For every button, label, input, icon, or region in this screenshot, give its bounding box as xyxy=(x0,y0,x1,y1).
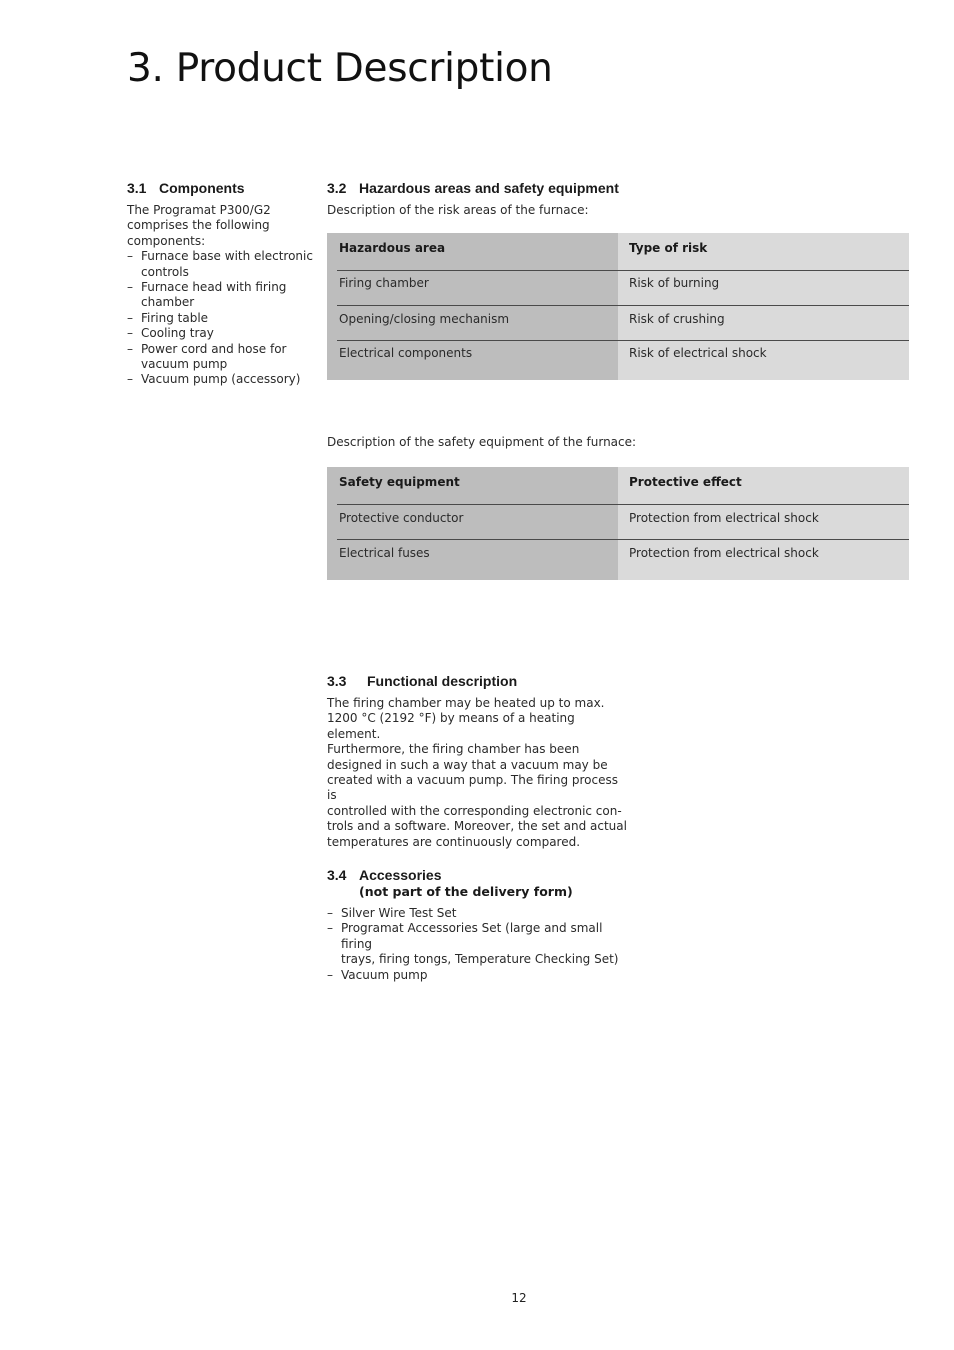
text-line: components: xyxy=(127,233,206,248)
cell-text: Electrical components xyxy=(339,346,473,360)
table-row xyxy=(327,340,909,380)
table-header-cell xyxy=(618,233,909,270)
section-heading xyxy=(327,179,909,197)
text-line: trols and a software. Moreover, the set and actual xyxy=(327,819,627,834)
text-line: The firing chamber may be heated up to max. xyxy=(327,696,605,710)
text-line: temperatures are continuously compared. xyxy=(327,834,581,849)
cell-text: Risk of crushing xyxy=(629,312,725,326)
safety-intro: Description of the safety equipment of the furnace: xyxy=(327,435,637,449)
cell-text: Hazardous area xyxy=(339,241,446,255)
cell-text: Firing chamber xyxy=(339,276,429,290)
section-components xyxy=(127,179,317,388)
text-line: vacuum pump xyxy=(141,357,228,372)
text-line: – Firing table xyxy=(141,310,209,325)
section-title: Functional description xyxy=(367,673,518,689)
text-line: controlled with the corresponding electronic con- xyxy=(327,803,622,818)
components-list xyxy=(127,249,317,388)
cell-text: Risk of electrical shock xyxy=(629,346,767,360)
text-line: comprises the following xyxy=(127,218,270,233)
text-line: – Vacuum pump (accessory) xyxy=(141,372,301,387)
functional-description-text xyxy=(327,696,627,850)
table-cell xyxy=(618,340,909,380)
table-row xyxy=(327,539,909,580)
table-cell xyxy=(327,305,618,340)
text-line: designed in such a way that a vacuum may be xyxy=(327,757,608,772)
section-accessories xyxy=(327,866,627,983)
cell-text: Safety equipment xyxy=(339,475,460,489)
section-hazardous-areas xyxy=(327,179,909,218)
table-cell xyxy=(327,340,618,380)
table-header-cell xyxy=(327,467,618,504)
text-line: created with a vacuum pump. The firing process is xyxy=(327,773,618,803)
risk-table xyxy=(327,233,909,380)
text-line: Furthermore, the firing chamber has been xyxy=(327,742,580,757)
page-number: 12 xyxy=(511,1291,527,1305)
table-cell xyxy=(327,504,618,539)
text-line: – Furnace base with electronic xyxy=(141,249,313,264)
list-item xyxy=(127,280,317,311)
table-row xyxy=(327,270,909,305)
text-line: trays, firing tongs, Temperature Checking Set) xyxy=(341,952,619,967)
cell-text: Electrical fuses xyxy=(339,546,430,560)
cell-text: Protective conductor xyxy=(339,511,464,525)
section-subtitle: (not part of the delivery form) xyxy=(359,884,573,899)
table-cell xyxy=(618,305,909,340)
text-line: controls xyxy=(141,264,189,279)
table-header-row xyxy=(327,233,909,270)
table-header-row xyxy=(327,467,909,504)
list-item xyxy=(327,968,627,983)
text-line: The Programat P300/G2 xyxy=(127,203,271,217)
table-row xyxy=(327,305,909,340)
cell-text: Protection from electrical shock xyxy=(629,511,819,525)
section-functional-description xyxy=(327,672,627,850)
section-title: Components xyxy=(159,180,245,196)
text-line: chamber xyxy=(141,295,195,310)
table-header-cell xyxy=(327,233,618,270)
section-heading xyxy=(327,672,627,690)
section-heading xyxy=(327,866,627,884)
text-line: – Cooling tray xyxy=(141,326,214,341)
cell-text: Protection from electrical shock xyxy=(629,546,819,560)
list-item xyxy=(327,921,627,967)
text-line: – Silver Wire Test Set xyxy=(341,906,457,920)
table-cell xyxy=(618,539,909,580)
section-title: Hazardous areas and safety equipment xyxy=(359,180,619,196)
section-number: 3.4 xyxy=(327,867,347,883)
section-number: 3.3 xyxy=(327,673,347,689)
section-heading xyxy=(127,179,317,197)
text-line: – Programat Accessories Set (large and small firing xyxy=(341,921,603,951)
cell-text: Type of risk xyxy=(629,241,708,255)
risk-intro: Description of the risk areas of the furnace: xyxy=(327,203,589,217)
table-cell xyxy=(327,539,618,580)
list-item xyxy=(127,249,317,280)
text-line: – Vacuum pump xyxy=(341,967,428,982)
table-cell xyxy=(618,504,909,539)
list-item xyxy=(127,311,317,326)
text-line: – Power cord and hose for xyxy=(141,341,287,356)
page-title: 3. Product Description xyxy=(127,46,553,91)
list-item xyxy=(327,906,627,921)
list-item xyxy=(127,342,317,373)
table-row xyxy=(327,504,909,539)
table-cell xyxy=(327,270,618,305)
cell-text: Protective effect xyxy=(629,475,742,489)
text-line: 1200 °C (2192 °F) by means of a heating element. xyxy=(327,711,575,741)
cell-text: Risk of burning xyxy=(629,276,720,290)
accessories-list xyxy=(327,906,627,983)
section-title: Accessories xyxy=(359,867,442,883)
table-cell xyxy=(618,270,909,305)
safety-table xyxy=(327,467,909,580)
components-intro xyxy=(127,203,317,249)
table-header-cell xyxy=(618,467,909,504)
section-number: 3.1 xyxy=(127,180,147,196)
section-number: 3.2 xyxy=(327,180,347,196)
cell-text: Opening/closing mechanism xyxy=(339,312,510,326)
list-item xyxy=(127,326,317,341)
text-line: – Furnace head with firing xyxy=(141,280,287,295)
list-item xyxy=(127,372,317,387)
